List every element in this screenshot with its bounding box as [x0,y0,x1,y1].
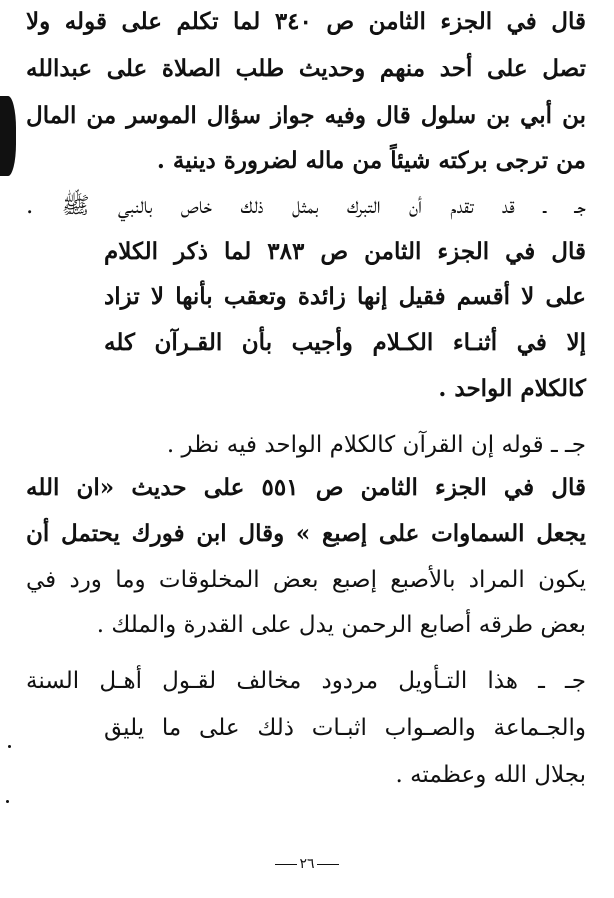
answer-line-3: جـ ـ هذا التـأويل مردود مخالف لقـول أهـل السنة [26,668,586,694]
scan-speck [6,800,9,803]
page-number: ٢٦ [299,856,315,872]
scan-binding-shadow [0,96,16,176]
text-line-5: قال في الجزء الثامن ص ٣٨٣ لما ذكر الكلام [104,238,586,265]
text-line-11: يكون المراد بالأصبع إصبع بعض المخلوقات وما ورد في [26,567,586,593]
text-line-7: إلا في أثنـاء الكـلام وأجيب بأن القـرآن كله [104,329,586,356]
text-line-6: على لا أقسم فقيل إنها زائدة وتعقب بأنها لا تزاد [104,283,586,310]
footer-dash-icon [275,864,297,865]
answer-line-1: جـ ـ قد تقدم أن التبرك بمثل ذلك خاص بالنبي ﷺ . [26,193,586,219]
text-line-9: قال في الجزء الثامن ص ٥٥١ على حديث «ان الله [26,474,586,501]
answer-line-2: جـ ـ قوله إن القرآن كالكلام الواحد فيه نظر . [166,432,586,458]
page-footer [0,856,614,872]
text-line-8: كالكلام الواحد . [438,375,586,402]
footer-dash-icon [317,864,339,865]
answer-line-4: والجـماعة والصـواب اثبـات ذلك على ما يليق [104,715,586,741]
scan-speck [8,745,11,748]
text-line-10: يجعل السماوات على إصبع » وقال ابن فورك يحتمل أن [26,520,586,547]
text-line-1: قال في الجزء الثامن ص ٣٤٠ لما تكلم على قوله ولا [26,8,586,35]
text-line-3: بن أبي بن سلول قال وفيه جواز سؤال الموسر من المال [26,102,586,129]
answer-line-5: بجلال الله وعظمته . [395,762,586,788]
text-line-12: بعض طرقه أصابع الرحمن يدل على القدرة والملك . [96,612,586,638]
text-line-4: من ترجى بركته شيئاً من ماله لضرورة دينية . [156,147,586,174]
text-line-2: تصل على أحد منهم وحديث طلب الصلاة على عبدالله [26,55,586,82]
